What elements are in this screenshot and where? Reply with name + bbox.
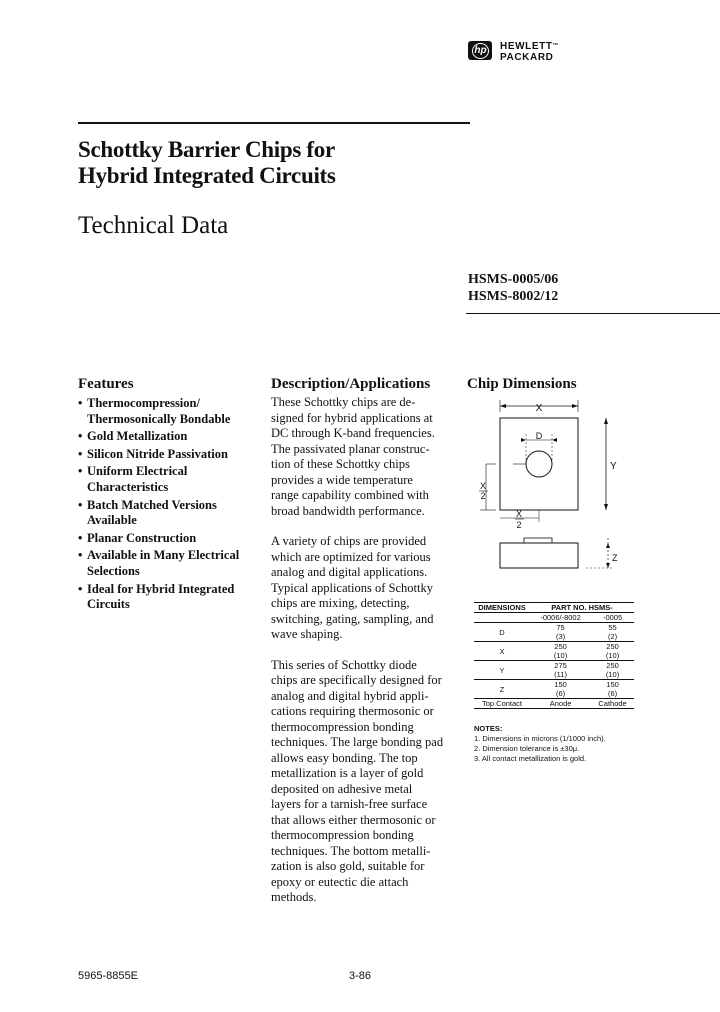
chip-dimension-diagram bbox=[466, 396, 636, 586]
z-label: Z bbox=[612, 553, 618, 563]
arrow-head bbox=[552, 438, 557, 442]
table-cell: (10) bbox=[553, 651, 568, 660]
table-subheader-row bbox=[474, 613, 634, 623]
table-cell: 250 bbox=[591, 642, 634, 652]
table-cell: Y bbox=[474, 661, 530, 680]
x-half-num-bottom: X bbox=[515, 509, 523, 519]
chip-dimensions-heading: Chip Dimensions bbox=[467, 376, 577, 392]
arrow-head bbox=[500, 404, 506, 408]
bond-pad bbox=[526, 451, 552, 477]
table-cell: Anode bbox=[530, 699, 591, 709]
table-cell: 150 bbox=[530, 680, 591, 690]
table-cell: (6) bbox=[555, 689, 566, 698]
table-row bbox=[474, 661, 634, 671]
document-title bbox=[78, 137, 336, 189]
logo-line2: PACKARD bbox=[500, 52, 554, 63]
table-row bbox=[474, 642, 634, 652]
chip-side-pad bbox=[524, 538, 552, 543]
y-label: Y bbox=[610, 461, 617, 472]
x-label: X bbox=[535, 403, 543, 414]
table-header: DIMENSIONS bbox=[474, 603, 530, 613]
table-row bbox=[474, 699, 634, 709]
table-cell: 55 bbox=[591, 623, 634, 633]
table-cell: (10) bbox=[605, 651, 620, 660]
table-cell: (3) bbox=[555, 632, 566, 641]
chip-side-view bbox=[500, 543, 578, 568]
document-subtitle: Technical Data bbox=[78, 212, 229, 239]
title-rule bbox=[78, 122, 470, 124]
table-row bbox=[474, 680, 634, 690]
table-cell: 275 bbox=[530, 661, 591, 671]
description-paragraph: These Schottky chips are de- signed for hybrid applications at DC through K-band frequencies. The passivated planar construc- tion of these Schottky chips provides a wide temperature range capability combined with broad bandwidth performance. bbox=[271, 395, 435, 518]
feature-item: • Batch Matched Versions Available bbox=[78, 498, 258, 529]
part-numbers bbox=[468, 271, 558, 305]
d-label: D bbox=[535, 431, 543, 441]
table-cell: D bbox=[474, 623, 530, 642]
hp-logo-mark: hp bbox=[472, 43, 489, 59]
table-cell: X bbox=[474, 642, 530, 661]
table-header-row bbox=[474, 603, 634, 613]
features-heading: Features bbox=[78, 376, 134, 392]
table-subheader: -0005 bbox=[602, 613, 623, 622]
feature-item: • Gold Metallization bbox=[78, 429, 258, 445]
table-cell: Top Contact bbox=[474, 699, 530, 709]
x-half-num: X bbox=[479, 481, 487, 491]
dimension-notes bbox=[474, 724, 674, 764]
table-cell: 150 bbox=[591, 680, 634, 690]
table-cell: (6) bbox=[607, 689, 618, 698]
features-list bbox=[78, 396, 258, 615]
table-subheader: -0006/-8002 bbox=[540, 613, 581, 622]
table-cell: 250 bbox=[591, 661, 634, 671]
arrow-head bbox=[521, 438, 526, 442]
table-cell: (11) bbox=[554, 670, 567, 679]
table-cell: 250 bbox=[530, 642, 591, 652]
table-cell: 75 bbox=[530, 623, 591, 633]
feature-item: • Planar Construction bbox=[78, 531, 258, 547]
note-item: 3. All contact metallization is gold. bbox=[474, 754, 587, 763]
feature-item: • Ideal for Hybrid Integrated Circuits bbox=[78, 582, 258, 613]
logo-line1: HEWLETT bbox=[500, 41, 553, 52]
description-paragraph: A variety of chips are provided which are optimized for various analog and digital applications. Typical applications of Schottky chips are mixing, detecting, switching, gating, sampling, and wave shaping. bbox=[271, 534, 434, 641]
hp-logo-badge bbox=[468, 41, 492, 60]
note-item: 2. Dimension tolerance is ±30μ. bbox=[474, 744, 580, 753]
x-half-den-bottom: 2 bbox=[516, 520, 522, 530]
table-cell: Z bbox=[474, 680, 530, 699]
arrow-head bbox=[606, 563, 610, 568]
part-numbers-rule bbox=[466, 313, 720, 314]
description-body bbox=[271, 395, 461, 921]
title-line-2: Hybrid Integrated Circuits bbox=[78, 163, 336, 188]
hewlett-packard-logotype bbox=[500, 41, 559, 63]
arrow-head bbox=[604, 504, 608, 510]
description-heading: Description/Applications bbox=[271, 376, 431, 392]
feature-item: • Silicon Nitride Passivation bbox=[78, 447, 258, 463]
logo-tm: ™ bbox=[552, 43, 560, 49]
arrow-head bbox=[572, 404, 578, 408]
part-number: HSMS-8002/12 bbox=[468, 289, 559, 304]
table-cell: (10) bbox=[605, 670, 620, 679]
arrow-head bbox=[604, 418, 608, 424]
notes-title: NOTES: bbox=[474, 724, 503, 733]
part-number: HSMS-0005/06 bbox=[468, 272, 559, 287]
x-half-den: 2 bbox=[480, 491, 486, 501]
table-cell: (2) bbox=[607, 632, 618, 641]
arrow-head bbox=[606, 543, 610, 548]
description-paragraph: This series of Schottky diode chips are specifically designed for analog and digital hybrid appli- cations requiring thermosonic or thermocompression bonding techniques. The large bonding pad allows easy bonding. The top metallization is a layer of gold deposited on adhesive metal layers for a tarnish-free surface that allows either thermosonic or thermocompression bonding techniques. The bottom metalli- zation is also gold, suitable for epoxy or eutectic die attach methods. bbox=[271, 657, 444, 904]
document-code: 5965-8855E bbox=[78, 970, 138, 982]
page-number: 3-86 bbox=[349, 970, 372, 982]
feature-item: • Thermocompression/ Thermosonically Bondable bbox=[78, 396, 258, 427]
note-item: 1. Dimensions in microns (1/1000 inch). bbox=[474, 734, 606, 743]
feature-item: • Available in Many Electrical Selections bbox=[78, 548, 258, 579]
table-row bbox=[474, 623, 634, 633]
feature-item: • Uniform Electrical Characteristics bbox=[78, 464, 258, 495]
title-line-1: Schottky Barrier Chips for bbox=[78, 137, 335, 162]
table-header: PART NO. HSMS- bbox=[530, 603, 634, 613]
table-cell: Cathode bbox=[591, 699, 634, 709]
dimensions-table bbox=[474, 602, 634, 709]
